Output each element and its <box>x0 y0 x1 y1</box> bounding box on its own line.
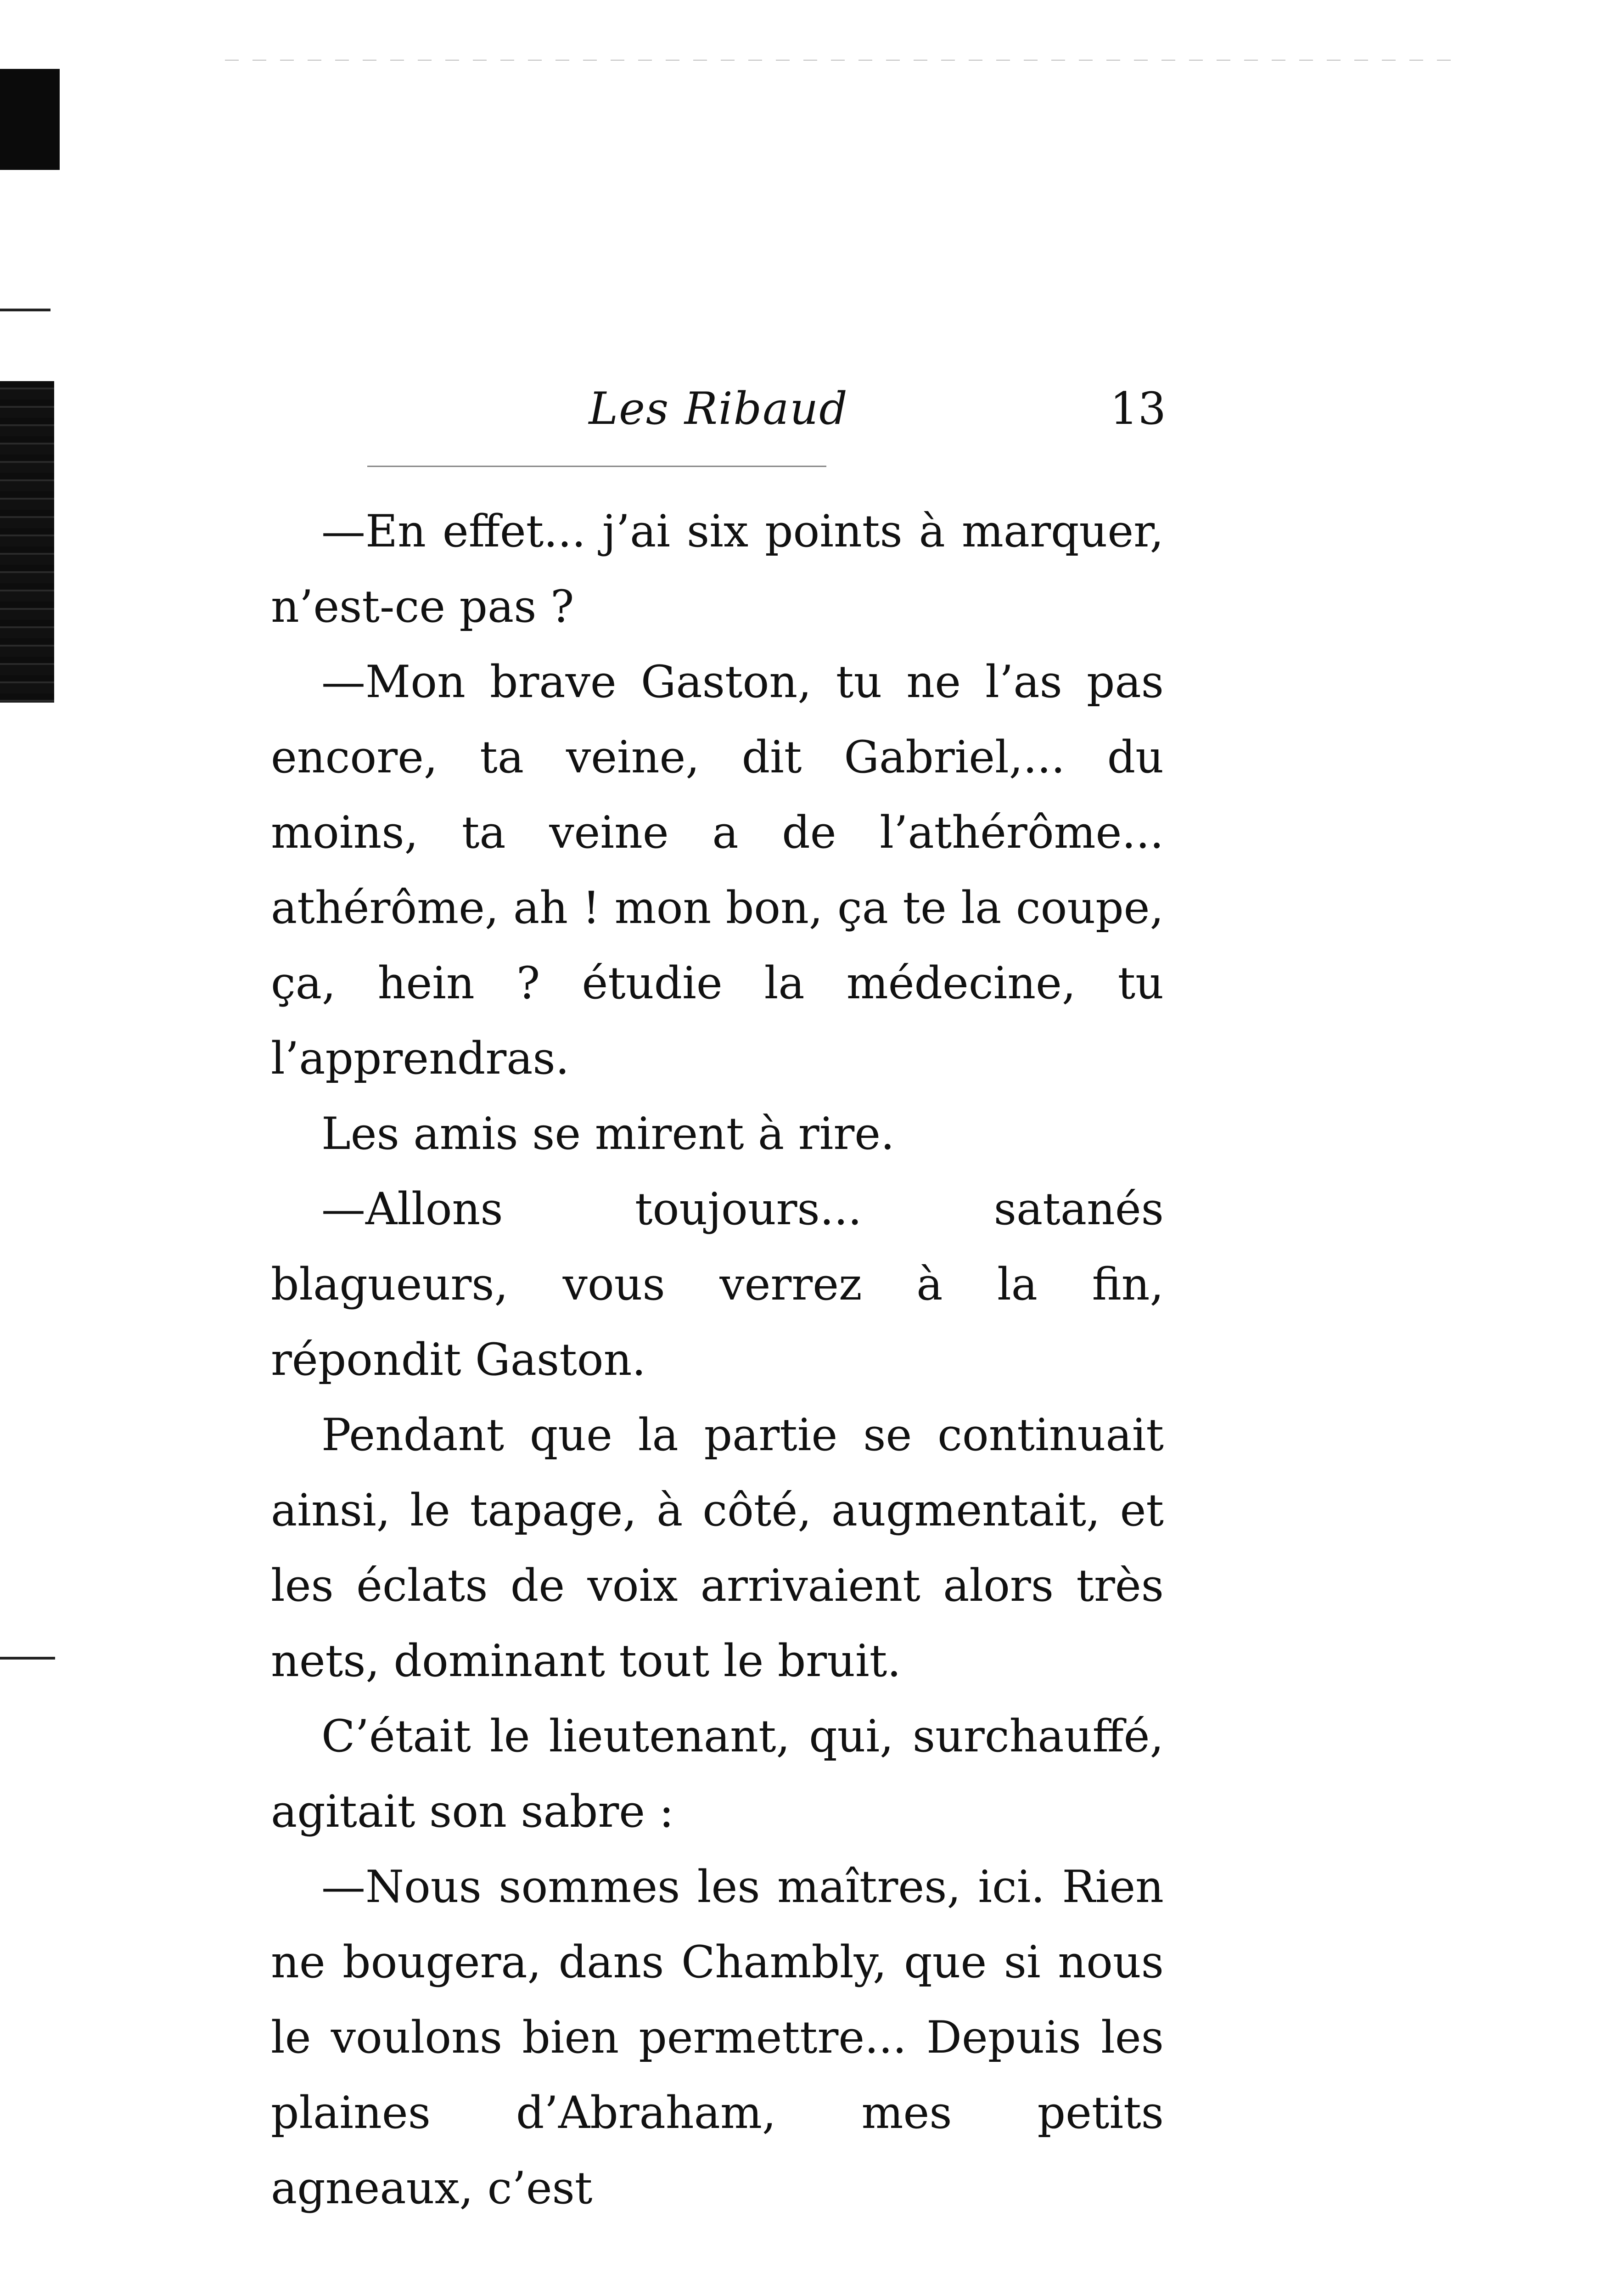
paragraph: Les amis se mirent à rire. <box>321 1108 895 1159</box>
page-header <box>271 377 1166 441</box>
paragraph: Pendant que la partie se continuait ainsi, le tapage, à côté, augmentait, et les éclats de voix arrivaient alors très nets, dominant tout le bruit. <box>271 1409 1164 1687</box>
paragraph: —En effet... j’ai six points à marquer, n’est-ce pas ? <box>271 506 1164 632</box>
header-rule <box>367 466 826 467</box>
scan-edge-artifact <box>0 381 54 703</box>
page-number: 13 <box>1110 383 1166 434</box>
scan-top-noise <box>225 60 1464 61</box>
scan-edge-mark <box>0 1657 55 1660</box>
paragraph: —Nous sommes les maîtres, ici. Rien ne bougera, dans Chambly, que si nous le voulons bien permettre... Depuis les plaines d’Abraham, mes petits agneaux, c’est <box>271 1861 1164 2214</box>
paragraph: —Mon brave Gaston, tu ne l’as pas encore, ta veine, dit Gabriel,... du moins, ta veine a de l’athérôme... athérôme, ah ! mon bon, ça te la coupe, ça, hein ? étudie la médecine, tu l’apprendras. <box>271 656 1164 1084</box>
paragraph: —Allons toujours... satanés blagueurs, vous verrez à la fin, répondit Gaston. <box>271 1183 1164 1385</box>
scan-edge-mark <box>0 309 50 311</box>
body-text <box>271 494 1164 2226</box>
paragraph: C’était le lieutenant, qui, surchauffé, agitait son sabre : <box>271 1711 1164 1837</box>
running-title: Les Ribaud <box>589 383 848 434</box>
scan-edge-artifact <box>0 69 60 170</box>
